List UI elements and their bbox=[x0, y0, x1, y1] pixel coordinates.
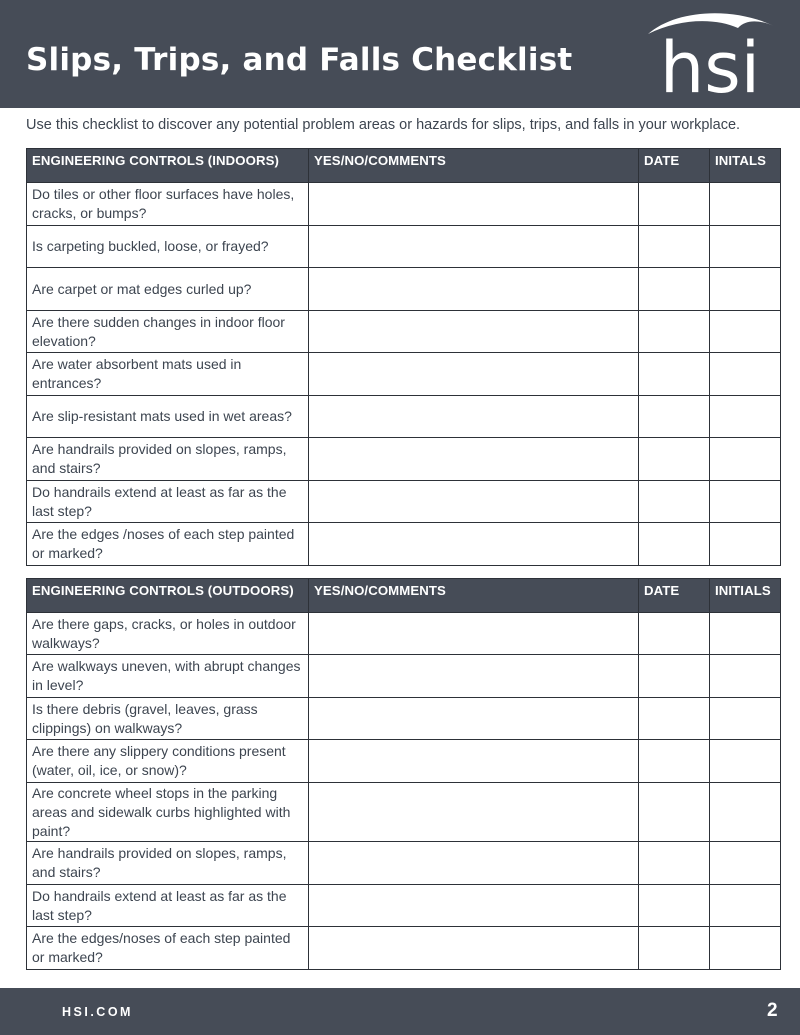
question-cell: Are the edges /noses of each step painted or marked? bbox=[27, 523, 309, 566]
comments-cell[interactable] bbox=[309, 226, 639, 268]
question-cell: Are handrails provided on slopes, ramps, and stairs? bbox=[27, 438, 309, 481]
date-cell[interactable] bbox=[639, 311, 710, 353]
table-header-row bbox=[27, 149, 781, 183]
table-row bbox=[27, 183, 781, 226]
column-header-question: ENGINEERING CONTROLS (OUTDOORS) bbox=[27, 579, 309, 613]
table-row bbox=[27, 613, 781, 655]
comments-cell[interactable] bbox=[309, 885, 639, 927]
initials-cell[interactable] bbox=[710, 311, 781, 353]
date-cell[interactable] bbox=[639, 655, 710, 698]
date-cell[interactable] bbox=[639, 613, 710, 655]
comments-cell[interactable] bbox=[309, 927, 639, 970]
table-row bbox=[27, 226, 781, 268]
table-row bbox=[27, 740, 781, 783]
question-cell: Are water absorbent mats used in entrances? bbox=[27, 353, 309, 396]
comments-cell[interactable] bbox=[309, 613, 639, 655]
comments-cell[interactable] bbox=[309, 481, 639, 523]
table-row bbox=[27, 885, 781, 927]
question-cell: Do handrails extend at least as far as the last step? bbox=[27, 481, 309, 523]
table-row bbox=[27, 698, 781, 740]
table-row bbox=[27, 268, 781, 311]
date-cell[interactable] bbox=[639, 226, 710, 268]
initials-cell[interactable] bbox=[710, 438, 781, 481]
question-cell: Are carpet or mat edges curled up? bbox=[27, 268, 309, 311]
initials-cell[interactable] bbox=[710, 740, 781, 783]
question-cell: Are concrete wheel stops in the parking areas and sidewalk curbs highlighted with paint? bbox=[27, 783, 309, 842]
question-cell: Are there sudden changes in indoor floor elevation? bbox=[27, 311, 309, 353]
column-header-yes-no-comments: YES/NO/COMMENTS bbox=[309, 579, 639, 613]
date-cell[interactable] bbox=[639, 481, 710, 523]
question-cell: Are there gaps, cracks, or holes in outdoor walkways? bbox=[27, 613, 309, 655]
initials-cell[interactable] bbox=[710, 655, 781, 698]
date-cell[interactable] bbox=[639, 783, 710, 842]
question-cell: Are handrails provided on slopes, ramps, and stairs? bbox=[27, 842, 309, 885]
table-row bbox=[27, 438, 781, 481]
page-header bbox=[0, 0, 800, 108]
comments-cell[interactable] bbox=[309, 183, 639, 226]
question-cell: Are the edges/noses of each step painted or marked? bbox=[27, 927, 309, 970]
comments-cell[interactable] bbox=[309, 311, 639, 353]
date-cell[interactable] bbox=[639, 698, 710, 740]
comments-cell[interactable] bbox=[309, 523, 639, 566]
comments-cell[interactable] bbox=[309, 353, 639, 396]
initials-cell[interactable] bbox=[710, 783, 781, 842]
question-cell: Do handrails extend at least as far as the last step? bbox=[27, 885, 309, 927]
date-cell[interactable] bbox=[639, 927, 710, 970]
initials-cell[interactable] bbox=[710, 481, 781, 523]
date-cell[interactable] bbox=[639, 268, 710, 311]
question-cell: Are walkways uneven, with abrupt changes in level? bbox=[27, 655, 309, 698]
comments-cell[interactable] bbox=[309, 842, 639, 885]
intro-text: Use this checklist to discover any potential problem areas or hazards for slips, trips, and falls in your workplace. bbox=[26, 117, 741, 133]
date-cell[interactable] bbox=[639, 396, 710, 438]
column-header-date: DATE bbox=[639, 149, 710, 183]
initials-cell[interactable] bbox=[710, 183, 781, 226]
column-header-initials: INITIALS bbox=[710, 579, 781, 613]
question-cell: Do tiles or other floor surfaces have holes, cracks, or bumps? bbox=[27, 183, 309, 226]
column-header-date: DATE bbox=[639, 579, 710, 613]
outdoor-checklist-table bbox=[26, 578, 781, 970]
date-cell[interactable] bbox=[639, 740, 710, 783]
initials-cell[interactable] bbox=[710, 523, 781, 566]
initials-cell[interactable] bbox=[710, 698, 781, 740]
page-number: 2 bbox=[767, 1000, 778, 1021]
question-cell: Is there debris (gravel, leaves, grass clippings) on walkways? bbox=[27, 698, 309, 740]
comments-cell[interactable] bbox=[309, 783, 639, 842]
table-row bbox=[27, 783, 781, 842]
date-cell[interactable] bbox=[639, 353, 710, 396]
question-cell: Is carpeting buckled, loose, or frayed? bbox=[27, 226, 309, 268]
table-row bbox=[27, 311, 781, 353]
initials-cell[interactable] bbox=[710, 927, 781, 970]
table-row bbox=[27, 396, 781, 438]
table-row bbox=[27, 842, 781, 885]
initials-cell[interactable] bbox=[710, 268, 781, 311]
column-header-yes-no-comments: YES/NO/COMMENTS bbox=[309, 149, 639, 183]
hsi-logo bbox=[640, 8, 780, 100]
initials-cell[interactable] bbox=[710, 885, 781, 927]
table-row bbox=[27, 353, 781, 396]
table-row bbox=[27, 655, 781, 698]
question-cell: Are there any slippery conditions present (water, oil, ice, or snow)? bbox=[27, 740, 309, 783]
question-cell: Are slip-resistant mats used in wet areas? bbox=[27, 396, 309, 438]
svg-text:hsi: hsi bbox=[659, 27, 761, 100]
column-header-question: ENGINEERING CONTROLS (INDOORS) bbox=[27, 149, 309, 183]
comments-cell[interactable] bbox=[309, 396, 639, 438]
initials-cell[interactable] bbox=[710, 396, 781, 438]
date-cell[interactable] bbox=[639, 523, 710, 566]
table-row bbox=[27, 481, 781, 523]
initials-cell[interactable] bbox=[710, 613, 781, 655]
date-cell[interactable] bbox=[639, 183, 710, 226]
initials-cell[interactable] bbox=[710, 226, 781, 268]
comments-cell[interactable] bbox=[309, 438, 639, 481]
comments-cell[interactable] bbox=[309, 740, 639, 783]
comments-cell[interactable] bbox=[309, 655, 639, 698]
comments-cell[interactable] bbox=[309, 268, 639, 311]
date-cell[interactable] bbox=[639, 842, 710, 885]
date-cell[interactable] bbox=[639, 438, 710, 481]
table-header-row bbox=[27, 579, 781, 613]
initials-cell[interactable] bbox=[710, 353, 781, 396]
comments-cell[interactable] bbox=[309, 698, 639, 740]
indoor-checklist-table bbox=[26, 148, 781, 566]
table-row bbox=[27, 927, 781, 970]
page-title: Slips, Trips, and Falls Checklist bbox=[26, 42, 573, 78]
initials-cell[interactable] bbox=[710, 842, 781, 885]
column-header-initials: INITALS bbox=[710, 149, 781, 183]
footer-site: HSI.COM bbox=[62, 1005, 133, 1019]
date-cell[interactable] bbox=[639, 885, 710, 927]
page-footer bbox=[0, 988, 800, 1035]
table-row bbox=[27, 523, 781, 566]
